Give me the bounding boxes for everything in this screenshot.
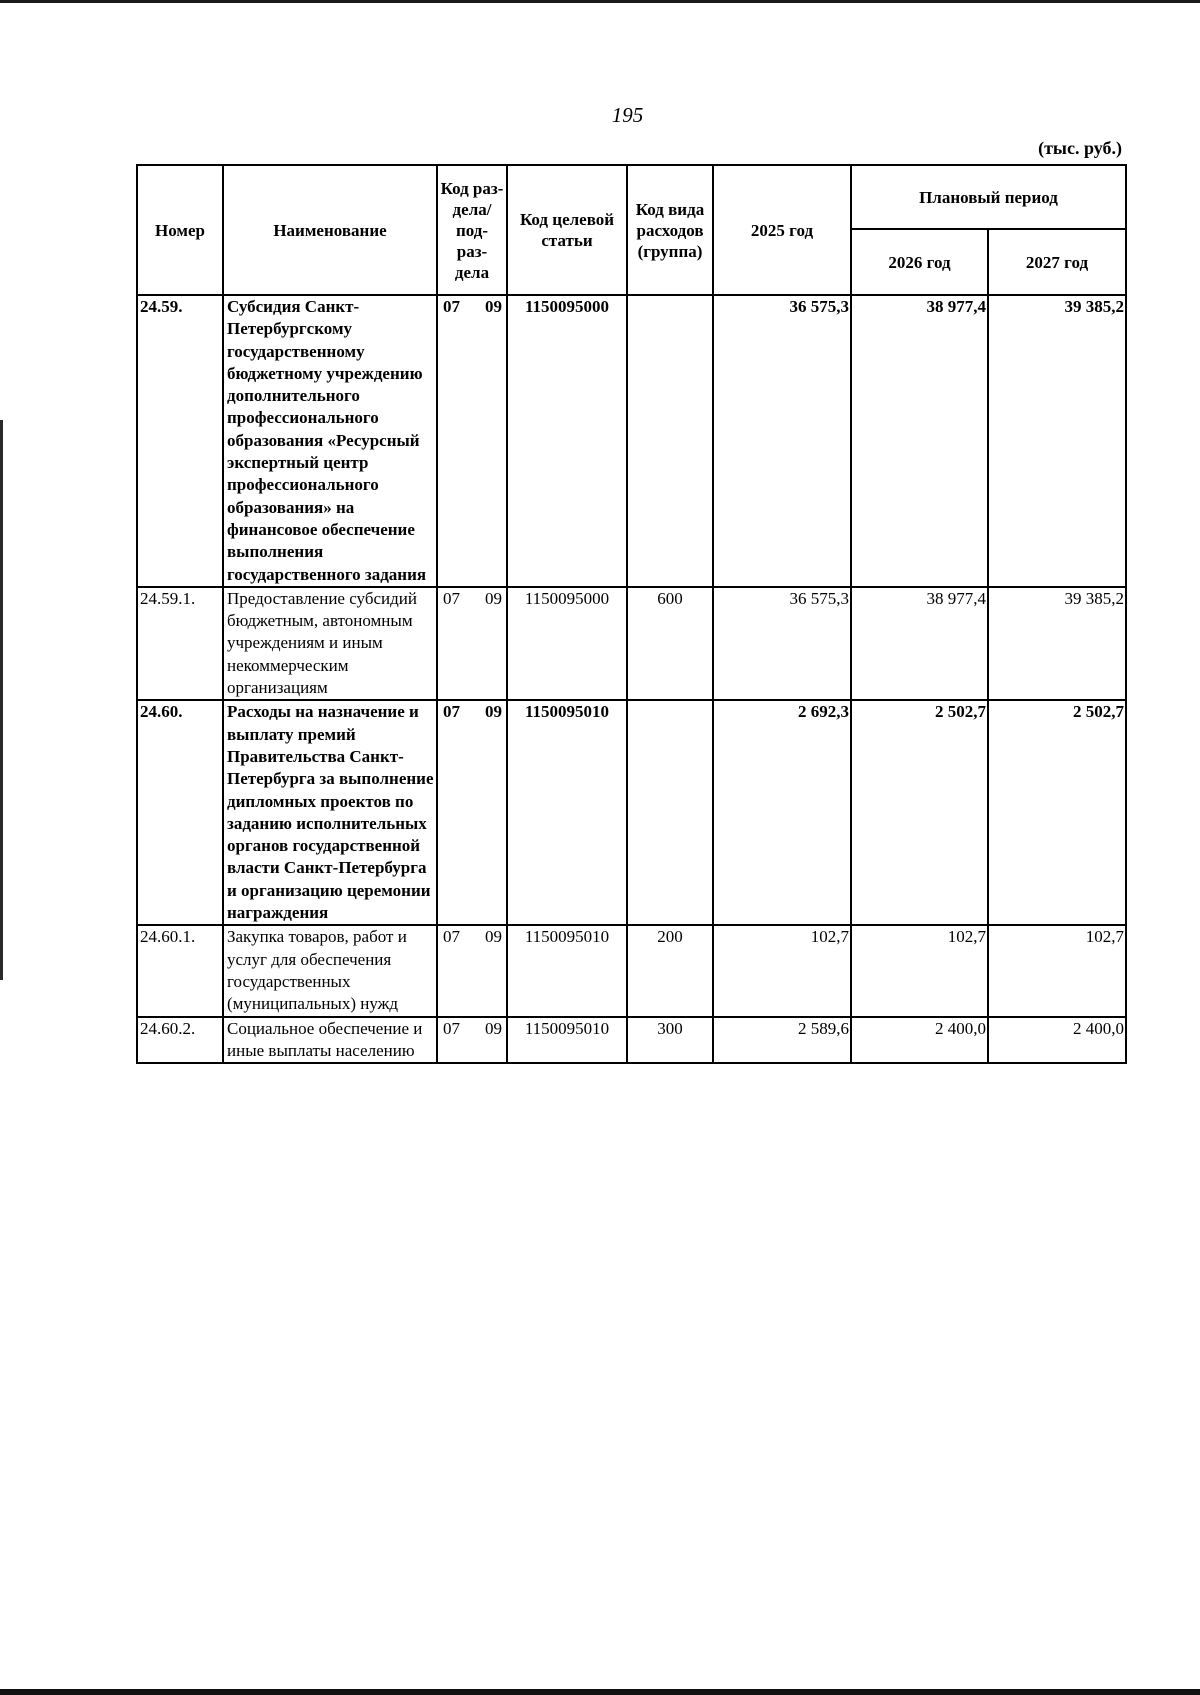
- row-name: Закупка товаров, работ и услуг для обеспечения государственных (муниципальных) нужд: [223, 925, 437, 1016]
- row-number: 24.60.: [137, 700, 223, 925]
- header-2026: 2026 год: [851, 229, 988, 295]
- subsection-code: 09: [485, 702, 502, 722]
- row-amount-2025: 102,7: [713, 925, 851, 1016]
- subsection-code: 09: [485, 588, 502, 608]
- page-number: 195: [611, 103, 644, 127]
- row-target-code: 1150095000: [507, 587, 627, 700]
- table-body: [137, 295, 1126, 1063]
- header-2027: 2027 год: [988, 229, 1126, 295]
- row-amount-2026: 2 502,7: [851, 700, 988, 925]
- row-amount-2026: 2 400,0: [851, 1017, 988, 1064]
- row-target-code: 1150095010: [507, 1017, 627, 1064]
- header-planned-period: Плановый период: [851, 165, 1126, 229]
- budget-table: [136, 164, 1127, 1064]
- row-section-code: [437, 1017, 507, 1064]
- scan-border-bottom: [0, 1689, 1200, 1695]
- row-amount-2027: 39 385,2: [988, 295, 1126, 587]
- row-amount-2027: 2 400,0: [988, 1017, 1126, 1064]
- header-name: Наименование: [223, 165, 437, 295]
- subsection-code: 09: [485, 927, 502, 947]
- row-amount-2025: 36 575,3: [713, 587, 851, 700]
- row-name: Социальное обеспечение и иные выплаты населению: [223, 1017, 437, 1064]
- row-amount-2026: 38 977,4: [851, 587, 988, 700]
- table-row: [137, 1017, 1126, 1064]
- scan-border-left: [0, 420, 3, 980]
- row-amount-2026: 102,7: [851, 925, 988, 1016]
- scan-border-top: [0, 0, 1200, 3]
- section-code: 07: [443, 927, 460, 947]
- row-target-code: 1150095010: [507, 700, 627, 925]
- section-code: 07: [443, 588, 460, 608]
- table-row: [137, 925, 1126, 1016]
- row-name: Расходы на назначение и выплату премий Правительства Санкт-Петербурга за выполнение дипломных проектов по заданию исполнительных органов государственной власти Санкт-Петербурга и организацию церемонии награждения: [223, 700, 437, 925]
- row-number: 24.59.1.: [137, 587, 223, 700]
- row-section-code: [437, 925, 507, 1016]
- row-target-code: 1150095000: [507, 295, 627, 587]
- row-amount-2027: 2 502,7: [988, 700, 1126, 925]
- subsection-code: 09: [485, 1018, 502, 1038]
- row-amount-2027: 39 385,2: [988, 587, 1126, 700]
- row-amount-2026: 38 977,4: [851, 295, 988, 587]
- header-section-code: Код раз- дела/ под- раз- дела: [437, 165, 507, 295]
- row-expense-kind: [627, 700, 713, 925]
- section-code: 07: [443, 702, 460, 722]
- row-section-code: [437, 587, 507, 700]
- section-code: 07: [443, 297, 460, 316]
- row-section-code: [437, 295, 507, 587]
- table-row: [137, 587, 1126, 700]
- row-name: Предоставление субсидий бюджетным, автономным учреждениям и иным некоммерческим организациям: [223, 587, 437, 700]
- table-row: [137, 295, 1126, 587]
- row-amount-2025: 2 589,6: [713, 1017, 851, 1064]
- header-2025: 2025 год: [713, 165, 851, 295]
- row-amount-2025: 36 575,3: [713, 295, 851, 587]
- row-target-code: 1150095010: [507, 925, 627, 1016]
- row-amount-2027: 102,7: [988, 925, 1126, 1016]
- section-code: 07: [443, 1018, 460, 1038]
- row-expense-kind: 600: [627, 587, 713, 700]
- subsection-code: 09: [485, 297, 502, 316]
- row-number: 24.60.2.: [137, 1017, 223, 1064]
- row-name: Субсидия Санкт-Петербургскому государственному бюджетному учреждению дополнительного профессионального образования «Ресурсный экспертный центр профессионального образования» на финансовое обеспечение выполнения государственного задания: [223, 295, 437, 587]
- units-label: (тыс. руб.): [1038, 138, 1122, 158]
- row-expense-kind: [627, 295, 713, 587]
- row-expense-kind: 200: [627, 925, 713, 1016]
- table-row: [137, 700, 1126, 925]
- row-section-code: [437, 700, 507, 925]
- row-number: 24.59.: [137, 295, 223, 587]
- header-expense-kind: Код вида расходов (группа): [627, 165, 713, 295]
- header-target-code: Код целевой статьи: [507, 165, 627, 295]
- row-number: 24.60.1.: [137, 925, 223, 1016]
- row-expense-kind: 300: [627, 1017, 713, 1064]
- header-number: Номер: [137, 165, 223, 295]
- row-amount-2025: 2 692,3: [713, 700, 851, 925]
- table-header: [137, 165, 1126, 295]
